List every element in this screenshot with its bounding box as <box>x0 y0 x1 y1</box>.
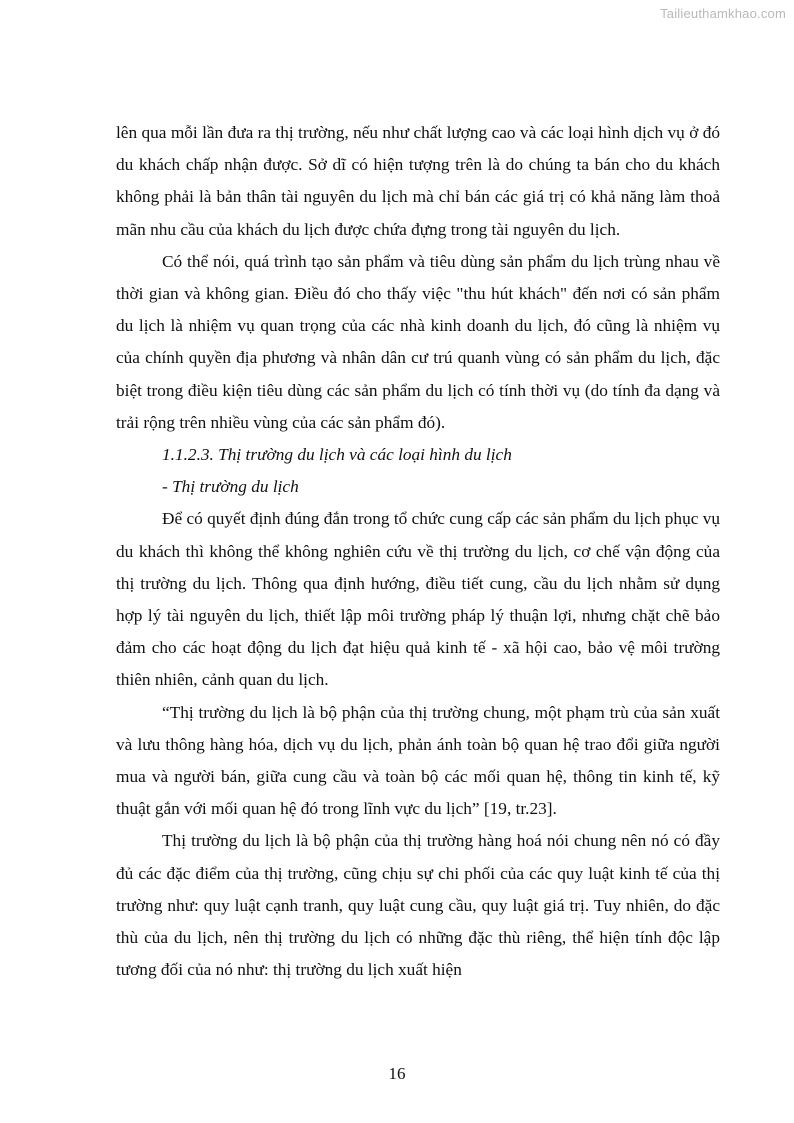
document-body <box>116 117 720 986</box>
watermark: Tailieuthamkhao.com <box>660 6 786 21</box>
paragraph-market-research: Để có quyết định đúng đắn trong tổ chức cung cấp các sản phẩm du lịch phục vụ du khách thì không thể không nghiên cứu về thị trường du lịch, cơ chế vận động của thị trường du lịch. Thông qua định hướng, điều tiết cung, cầu du lịch nhằm sử dụng hợp lý tài nguyên du lịch, thiết lập môi trường pháp lý thuận lợi, nhưng chặt chẽ bảo đảm cho các hoạt động du lịch đạt hiệu quả kinh tế - xã hội cao, bảo vệ môi trường thiên nhiên, cảnh quan du lịch. <box>116 509 720 690</box>
section-heading: 1.1.2.3. Thị trường du lịch và các loại hình du lịch <box>162 445 512 465</box>
page-number: 16 <box>388 1064 406 1083</box>
paragraph-market-definition-quote: “Thị trường du lịch là bộ phận của thị trường chung, một phạm trù của sản xuất và lưu thông hàng hóa, dịch vụ du lịch, phản ánh toàn bộ quan hệ trao đổi giữa người mua và người bán, giữa cung cầu và toàn bộ các mối quan hệ, thông tin kinh tế, kỹ thuật gắn với mối quan hệ đó trong lĩnh vực du lịch” [19, tr.23]. <box>116 702 720 819</box>
paragraph-market-characteristics: Thị trường du lịch là bộ phận của thị trường hàng hoá nói chung nên nó có đầy đủ các đặc điểm của thị trường, cũng chịu sự chi phối của các quy luật kinh tế của thị trường như: quy luật cạnh tranh, quy luật cung cầu, quy luật giá trị. Tuy nhiên, do đặc thù của du lịch, nên thị trường du lịch có những đặc thù riêng, thể hiện tính độc lập tương đối của nó như: thị trường du lịch xuất hiện <box>116 831 720 980</box>
paragraph-continuation: lên qua mỗi lần đưa ra thị trường, nếu như chất lượng cao và các loại hình dịch vụ ở đó du khách chấp nhận được. Sở dĩ có hiện tượng trên là do chúng ta bán cho du khách không phải là bản thân tài nguyên du lịch mà chỉ bán các giá trị có khả năng làm thoả mãn nhu cầu của khách du lịch được chứa đựng trong tài nguyên du lịch. <box>116 123 720 239</box>
subsection-heading: - Thị trường du lịch <box>162 477 299 497</box>
paragraph-product-consumption: Có thể nói, quá trình tạo sản phẩm và tiêu dùng sản phẩm du lịch trùng nhau về thời gian và không gian. Điều đó cho thấy việc "thu hút khách" đến nơi có sản phẩm du lịch là nhiệm vụ quan trọng của các nhà kinh doanh du lịch, đó cũng là nhiệm vụ của chính quyền địa phương và nhân dân cư trú quanh vùng có sản phẩm du lịch, đặc biệt trong điều kiện tiêu dùng các sản phẩm du lịch có tính thời vụ (do tính đa dạng và trải rộng trên nhiều vùng của các sản phẩm đó). <box>116 251 720 432</box>
